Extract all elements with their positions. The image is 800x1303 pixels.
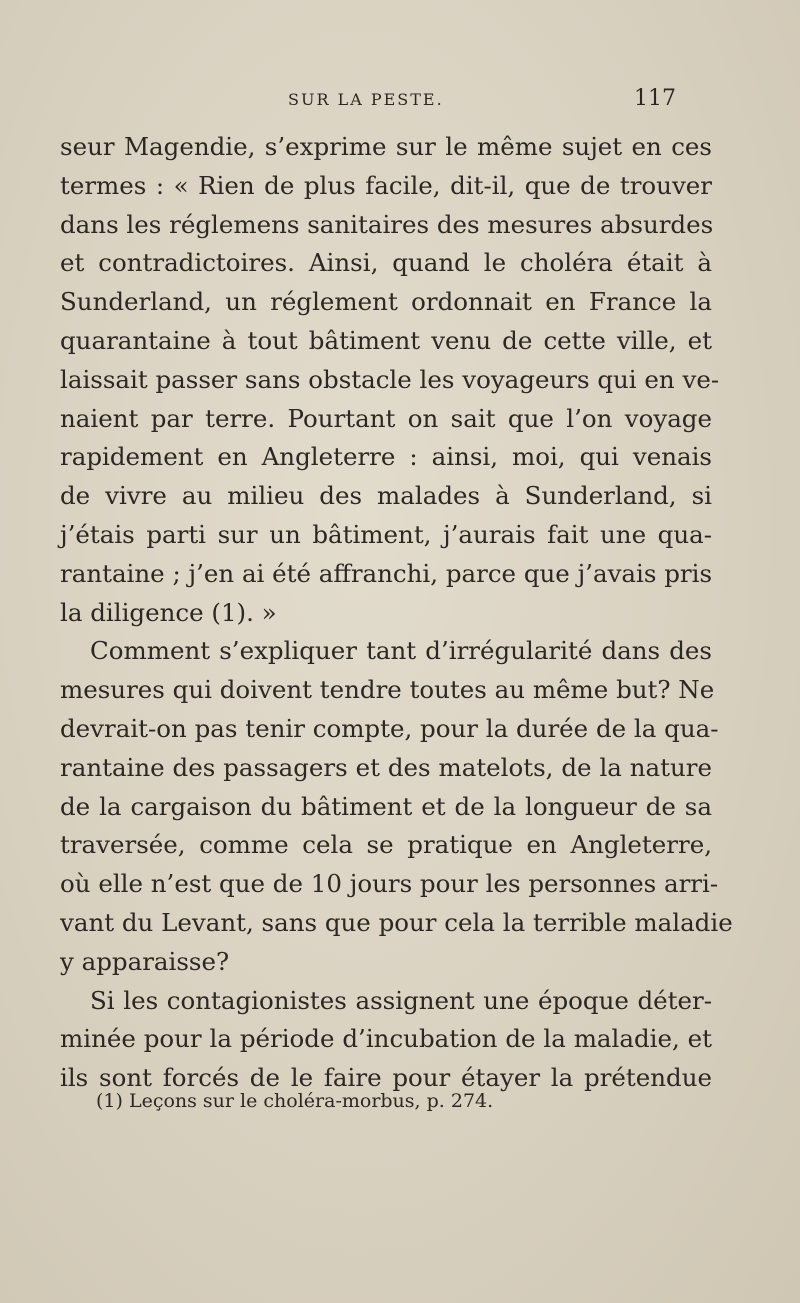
text-line: et contradictoires. Ainsi, quand le choléra était à — [60, 248, 712, 278]
text-line: y apparaisse? — [60, 946, 230, 976]
text-line: laissait passer sans obstacle les voyageurs qui en ve- — [60, 364, 720, 394]
text-line: ils sont forcés de le faire pour étayer la prétendue — [60, 1063, 712, 1093]
page-header — [0, 86, 800, 116]
text-line: rantaine ; j’en ai été affranchi, parce que j’avais pris — [60, 558, 713, 588]
text-line: dans les réglemens sanitaires des mesures absurdes — [60, 209, 714, 239]
text-line: rapidement en Angleterre : ainsi, moi, qui venais — [60, 442, 712, 472]
text-line: de vivre au milieu des malades à Sunderland, si — [60, 481, 712, 511]
text-line: où elle n’est que de 10 jours pour les personnes arri- — [60, 869, 719, 899]
page-number: 117 — [634, 86, 676, 111]
text-line: quarantaine à tout bâtiment venu de cette ville, et — [60, 325, 712, 355]
text-line: Comment s’expliquer tant d’irrégularité dans des — [90, 636, 712, 666]
running-head: SUR LA PESTE. — [288, 90, 444, 109]
text-line: de la cargaison du bâtiment et de la longueur de sa — [60, 791, 712, 821]
body-text — [60, 128, 733, 1098]
text-line: termes : « Rien de plus facile, dit-il, que de trouver — [60, 170, 712, 200]
text-line: seur Magendie, s’exprime sur le même sujet en ces — [60, 132, 712, 161]
text-line: minée pour la période d’incubation de la maladie, et — [60, 1024, 712, 1054]
text-line: Sunderland, un réglement ordonnait en France la — [60, 287, 712, 317]
text-line: naient par terre. Pourtant on sait que l’on voyage — [60, 403, 712, 433]
text-line: la diligence (1). » — [60, 597, 277, 627]
text-line: rantaine des passagers et des matelots, de la nature — [60, 752, 712, 782]
text-line: vant du Levant, sans que pour cela la terrible maladie — [60, 907, 733, 937]
text-line: traversée, comme cela se pratique en Angleterre, — [60, 830, 712, 860]
footnote: (1) Leçons sur le choléra-morbus, p. 274. — [96, 1090, 494, 1112]
text-line: mesures qui doivent tendre toutes au même but? Ne — [60, 675, 715, 705]
text-line: j’étais parti sur un bâtiment, j’aurais fait une qua- — [60, 519, 712, 549]
text-line: devrait-on pas tenir compte, pour la durée de la qua- — [60, 713, 719, 743]
text-line: Si les contagionistes assignent une époque déter- — [90, 985, 712, 1015]
